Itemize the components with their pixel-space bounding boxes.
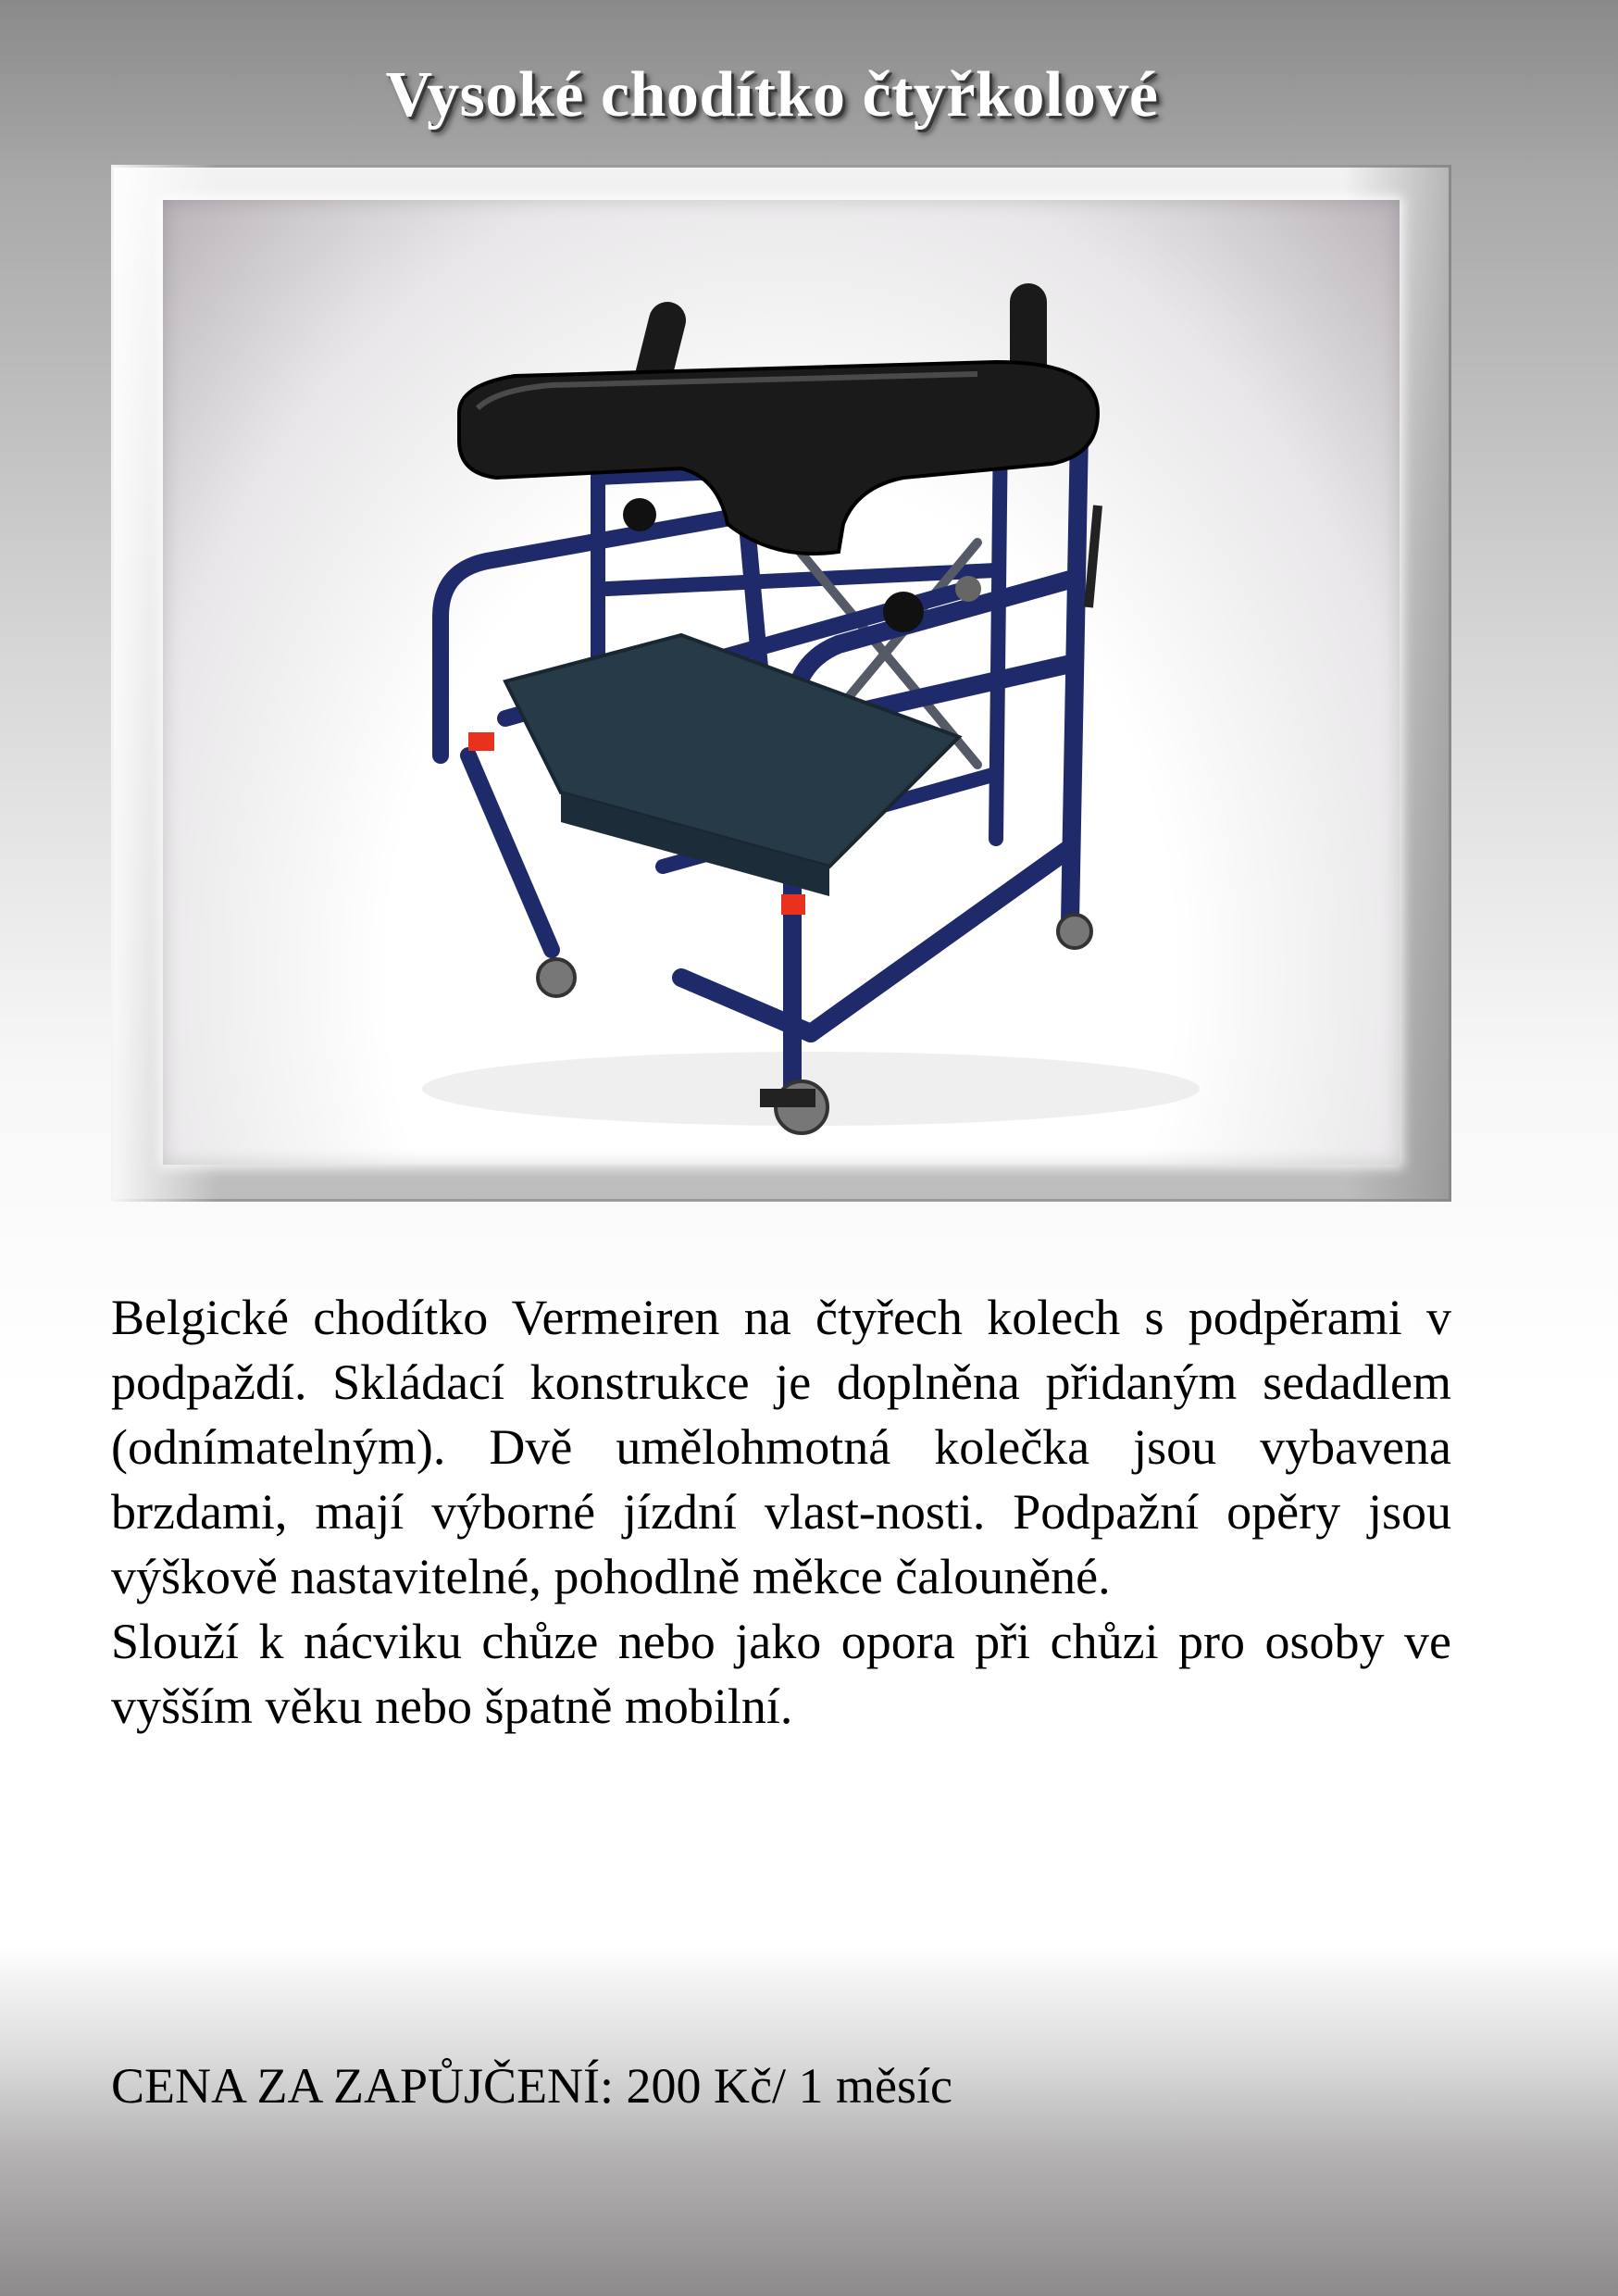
description-paragraph: Belgické chodítko Vermeiren na čtyřech kolech s podpěrami v podpaždí. Skládací konstrukce je doplněna přidaným sedadlem (odnímatelným). Dvě umělohmotná kolečka jsou vybavena brzdami, mají výborné jízdní vlast-nosti. Podpažní opěry jsou výškově nastavitelné, pohodlně měkce čalouněné. <box>111 1290 1451 1604</box>
photo-frame <box>111 165 1451 1202</box>
page-title: Vysoké chodítko čtyřkolové <box>385 59 1159 131</box>
product-photo <box>163 200 1400 1165</box>
product-description <box>111 1285 1451 1739</box>
description-paragraph: Slouží k nácviku chůze nebo jako opora při chůzi pro osoby ve vyšším věku nebo špatně mobilní. <box>111 1614 1451 1734</box>
rental-price: CENA ZA ZAPŮJČENÍ: 200 Kč/ 1 měsíc <box>111 2058 952 2114</box>
walker-with-seat-photo-icon <box>163 200 1400 1165</box>
